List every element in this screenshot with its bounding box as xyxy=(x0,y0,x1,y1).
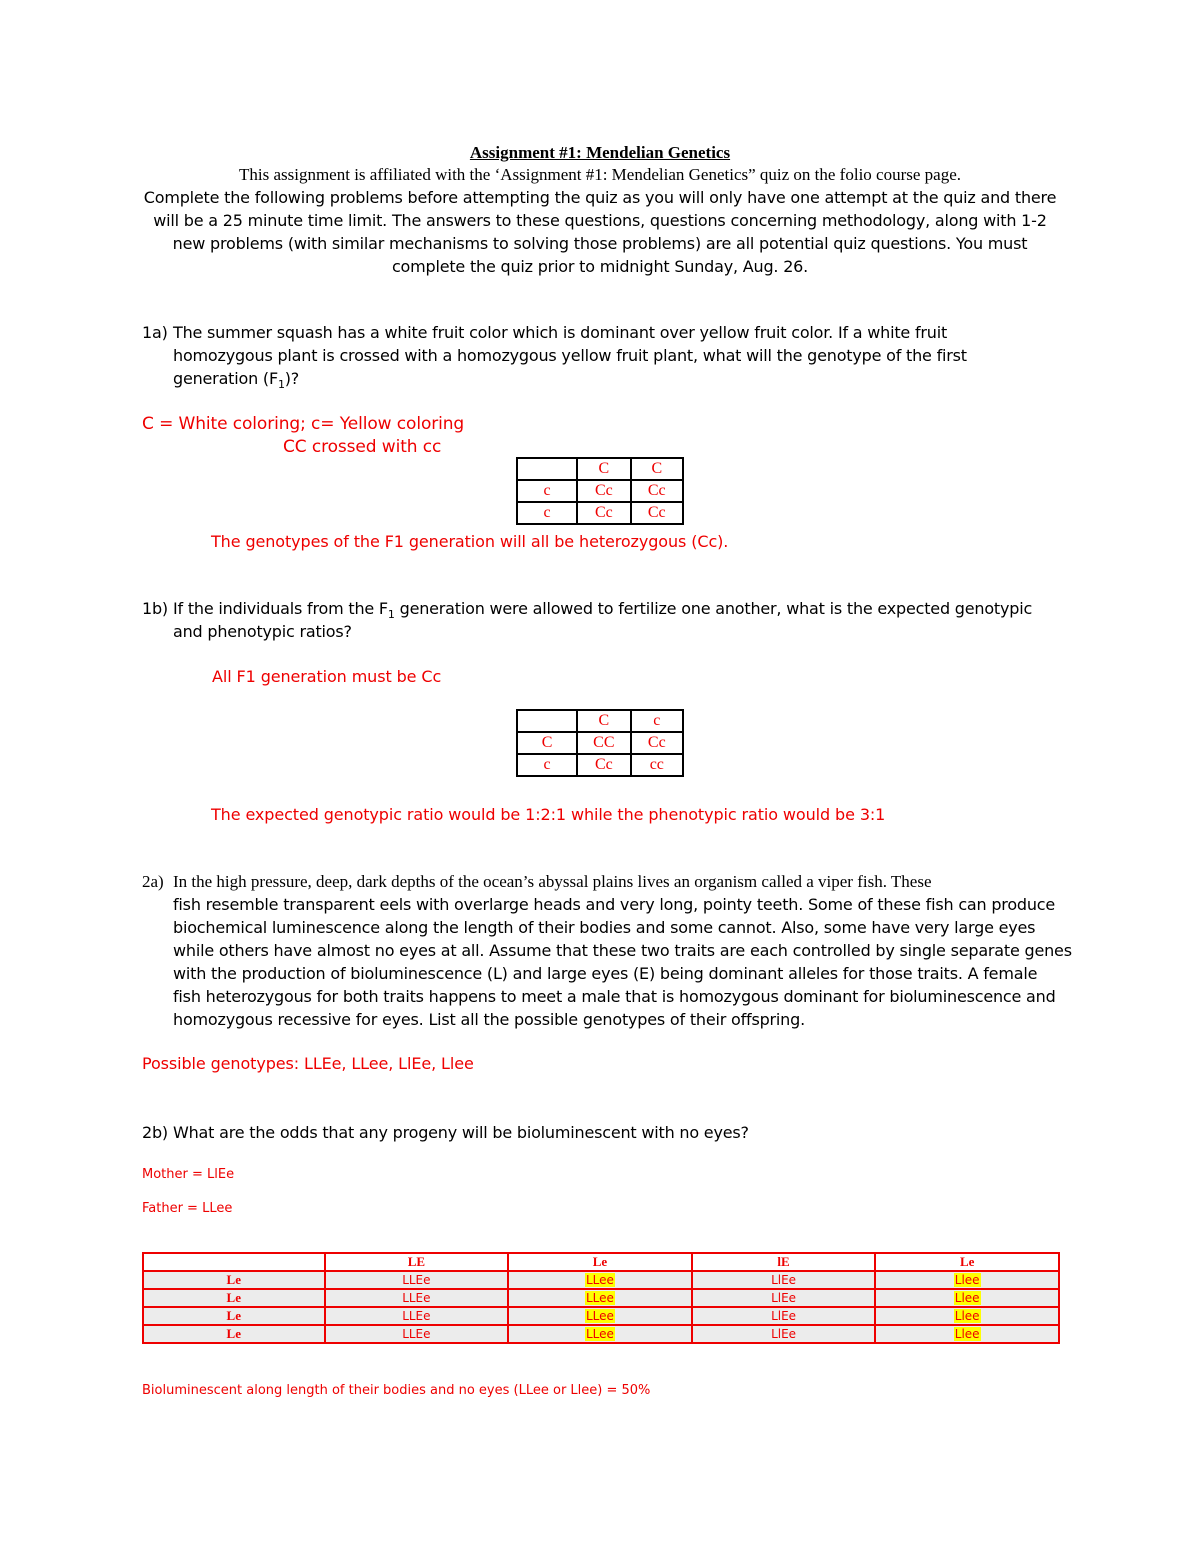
punnett-cell: Cc xyxy=(631,480,683,502)
q2b-question: What are the odds that any progeny will be bioluminescent with no eyes? xyxy=(173,1123,749,1142)
q1a-answer-result: The genotypes of the F1 generation will all be heterozygous (Cc). xyxy=(211,532,729,551)
q2a-line-1: In the high pressure, deep, dark depths of the ocean’s abyssal plains lives an organism called a viper fish. These xyxy=(173,872,932,891)
punnett-cell: CC xyxy=(577,732,630,754)
row-label: Le xyxy=(143,1307,325,1325)
table-cell-highlighted: Llee xyxy=(875,1289,1059,1307)
table-cell: LlEe xyxy=(692,1289,876,1307)
q1a-line-1: The summer squash has a white fruit color which is dominant over yellow fruit color. If a white fruit xyxy=(173,323,948,342)
punnett-cell xyxy=(517,458,577,480)
table-cell-highlighted: LLee xyxy=(508,1271,692,1289)
q1b-line-1: If the individuals from the $F_1$ generation were allowed to fertilize one another, what is the expected genotypic xyxy=(173,599,1033,622)
punnett-cell: cc xyxy=(631,754,683,776)
table-header-cell: lE xyxy=(692,1253,876,1271)
table-cell-highlighted: LLee xyxy=(508,1289,692,1307)
table-row xyxy=(143,1307,1059,1325)
row-label: Le xyxy=(143,1271,325,1289)
punnett-cell: c xyxy=(517,502,577,524)
q2a-line-7: homozygous recessive for eyes. List all the possible genotypes of their offspring. xyxy=(173,1010,805,1029)
q2a-line-2: fish resemble transparent eels with overlarge heads and very long, pointy teeth. Some of these fish can produce xyxy=(173,895,1056,914)
table-cell-highlighted: Llee xyxy=(875,1271,1059,1289)
table-cell-highlighted: Llee xyxy=(875,1325,1059,1343)
punnett-cell: c xyxy=(631,710,683,732)
row-label: Le xyxy=(143,1289,325,1307)
q2b-answer: Bioluminescent along length of their bodies and no eyes (LLee or Llee) = 50% xyxy=(142,1383,651,1398)
table-cell: LLEe xyxy=(325,1325,509,1343)
q2a-label: 2a) xyxy=(142,872,164,891)
q1b-answer-result: The expected genotypic ratio would be 1:2:1 while the phenotypic ratio would be 3:1 xyxy=(211,805,886,824)
punnett-cell: C xyxy=(577,710,630,732)
punnett-cell xyxy=(517,710,577,732)
table-row xyxy=(143,1325,1059,1343)
q2a-answer: Possible genotypes: LLEe, LLee, LlEe, Llee xyxy=(142,1054,474,1073)
punnett-cell: Cc xyxy=(631,502,683,524)
q2a-line-6: fish heterozygous for both traits happens to meet a male that is homozygous dominant for bioluminescence and xyxy=(173,987,1056,1006)
punnett-cell: C xyxy=(517,732,577,754)
table-cell: LLEe xyxy=(325,1271,509,1289)
table-cell: LLEe xyxy=(325,1307,509,1325)
table-cell: LlEe xyxy=(692,1307,876,1325)
table-header-cell: LE xyxy=(325,1253,509,1271)
q1a-answer-cross: CC crossed with cc xyxy=(283,437,442,457)
table-row xyxy=(143,1271,1059,1289)
intro-line-4: new problems (with similar mechanisms to solving those problems) are all potential quiz questions. You must xyxy=(172,234,1028,253)
punnett-cell: Cc xyxy=(577,502,630,524)
punnett-cell: Cc xyxy=(577,754,630,776)
intro-line-5: complete the quiz prior to midnight Sunday, Aug. 26. xyxy=(391,257,809,276)
q1b-label: 1b) xyxy=(142,599,168,618)
punnett-cell: C xyxy=(577,458,630,480)
table-cell-highlighted: Llee xyxy=(875,1307,1059,1325)
q1a-line-2: homozygous plant is crossed with a homozygous yellow fruit plant, what will the genotype of the first xyxy=(173,346,967,365)
table-cell-highlighted: LLee xyxy=(508,1325,692,1343)
table-cell: LlEe xyxy=(692,1271,876,1289)
dihybrid-punnett-table xyxy=(142,1252,1060,1344)
q2a-line-5: with the production of bioluminescence (L) and large eyes (E) being dominant alleles for those traits. A female xyxy=(173,964,1038,983)
table-cell: LlEe xyxy=(692,1325,876,1343)
table-header-cell: Le xyxy=(508,1253,692,1271)
punnett-square-1a xyxy=(516,457,684,525)
punnett-cell: c xyxy=(517,754,577,776)
row-label: Le xyxy=(143,1325,325,1343)
q2a-line-4: while others have almost no eyes at all. Assume that these two traits are each controlled by single separate genes xyxy=(173,941,1072,960)
table-row xyxy=(143,1289,1059,1307)
punnett-cell: Cc xyxy=(631,732,683,754)
table-cell: LLEe xyxy=(325,1289,509,1307)
q1b-line-2: and phenotypic ratios? xyxy=(173,622,352,641)
table-cell-highlighted: LLee xyxy=(508,1307,692,1325)
table-header-row xyxy=(143,1253,1059,1271)
punnett-square-1b xyxy=(516,709,684,777)
q2b-label: 2b) xyxy=(142,1123,168,1142)
punnett-cell: C xyxy=(631,458,683,480)
q1a-label: 1a) xyxy=(142,323,168,342)
q1a-answer-key: C = White coloring; c= Yellow coloring xyxy=(142,414,465,434)
q2a-line-3: biochemical luminescence along the length of their bodies and some cannot. Also, some have very large eyes xyxy=(173,918,1036,937)
page-title: Assignment #1: Mendelian Genetics xyxy=(469,143,731,162)
q1a-line-3: generation $(F_1)$? xyxy=(173,369,300,392)
intro-line-3: will be a 25 minute time limit. The answers to these questions, questions concerning methodology, along with 1-2 xyxy=(153,211,1047,230)
punnett-cell: c xyxy=(517,480,577,502)
father-genotype: Father = LLee xyxy=(142,1201,233,1216)
table-header-cell: Le xyxy=(875,1253,1059,1271)
intro-line-1: This assignment is affiliated with the ‘Assignment #1: Mendelian Genetics” quiz on the folio course page. xyxy=(238,165,962,184)
mother-genotype: Mother = LlEe xyxy=(142,1167,235,1182)
punnett-cell: Cc xyxy=(577,480,630,502)
table-header-cell xyxy=(143,1253,325,1271)
q1b-answer-f1: All F1 generation must be Cc xyxy=(212,667,442,686)
intro-line-2: Complete the following problems before attempting the quiz as you will only have one attempt at the quiz and there xyxy=(143,188,1057,207)
